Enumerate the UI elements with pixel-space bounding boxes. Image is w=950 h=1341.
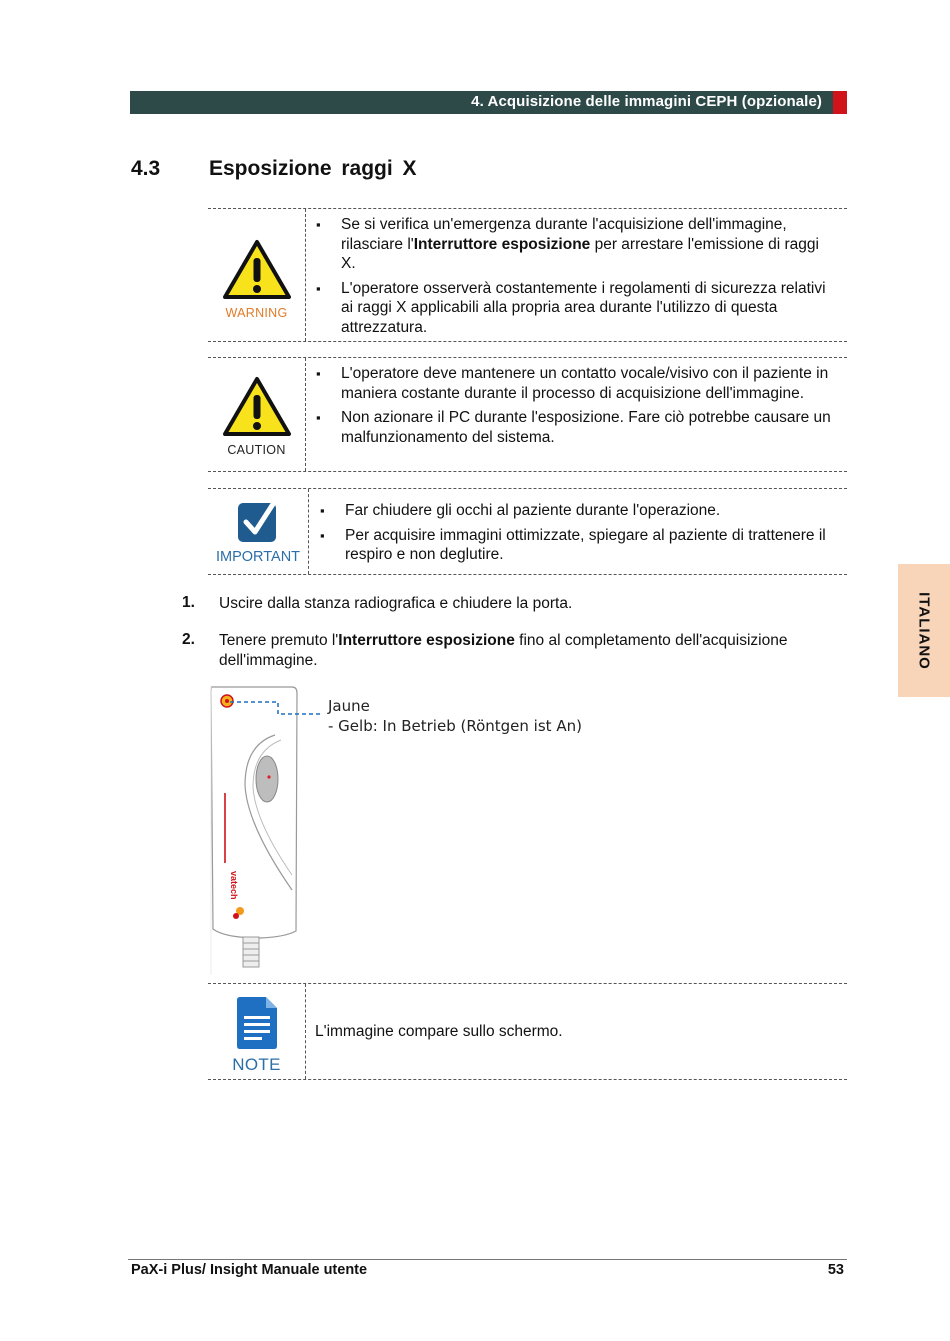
important-label: IMPORTANT (215, 549, 301, 565)
warning-item: ▪ L'operatore osserverà costantemente i regolamenti di sicurezza relativi ai raggi X applicabili alla propria area durante l'utilizzo di questa attrezzatura. (314, 279, 837, 338)
note-box (208, 983, 847, 1080)
note-label: NOTE (232, 1055, 281, 1074)
important-icon-column (208, 489, 309, 574)
footer-manual-title: PaX-i Plus/ Insight Manuale utente (131, 1262, 368, 1278)
note-icon-column (208, 984, 306, 1079)
important-item: ▪ Far chiudere gli occhi al paziente durante l'operazione. (318, 501, 837, 521)
step-text: Uscire dalla stanza radiografica e chiudere la porta. (219, 595, 573, 612)
document-note-icon (236, 996, 278, 1050)
important-text (318, 501, 837, 570)
section-number: 4.3 (131, 157, 161, 180)
exposure-switch-illustration (205, 685, 315, 975)
warning-label: WARNING (225, 306, 288, 320)
callout-line-2: - Gelb: In Betrieb (Röntgen ist An) (328, 717, 582, 735)
header-accent (833, 91, 847, 114)
brand-logo: vatech (229, 871, 239, 900)
warning-item: ▪ Se si verifica un'emergenza durante l'acquisizione dell'immagine, rilasciare l'Interruttore esposizione per arrestare l'emissione di raggi X. (314, 215, 837, 274)
page-number: 53 (827, 1262, 844, 1278)
caution-label: CAUTION (227, 443, 286, 457)
step-number: 1. (182, 594, 195, 611)
important-item: ▪ Per acquisire immagini ottimizzate, spiegare al paziente di trattenere il respiro e non deglutire. (318, 526, 837, 565)
warning-triangle-icon (222, 239, 292, 301)
caution-text (314, 364, 837, 452)
warning-box (208, 208, 847, 342)
important-box (208, 488, 847, 575)
step-number: 2. (182, 631, 195, 648)
caution-icon-column (208, 358, 306, 471)
caution-triangle-icon (222, 376, 292, 438)
checkbox-check-icon (237, 500, 279, 544)
callout-line-1: Jaune (328, 697, 370, 715)
caution-item: ▪ Non azionare il PC durante l'esposizione. Fare ciò potrebbe causare un malfunzionamento del sistema. (314, 408, 837, 447)
caution-box (208, 357, 847, 472)
warning-icon-column (208, 209, 306, 341)
section-title: Esposizione raggi X (209, 157, 417, 180)
language-tab (898, 564, 950, 697)
callout-leader-line (230, 698, 325, 718)
step-text: Tenere premuto l'Interruttore esposizione fino al completamento dell'acquisizione dell'immagine. (219, 632, 788, 669)
warning-text (314, 215, 837, 342)
caution-item: ▪ L'operatore deve mantenere un contatto vocale/visivo con il paziente in maniera costante durante il processo di acquisizione dell'immagine. (314, 364, 837, 403)
footer-rule (128, 1259, 847, 1260)
chapter-title: 4. Acquisizione delle immagini CEPH (opzionale) (471, 93, 822, 110)
note-text: L'immagine compare sullo schermo. (315, 1023, 563, 1040)
language-tab-label: ITALIANO (915, 591, 933, 670)
